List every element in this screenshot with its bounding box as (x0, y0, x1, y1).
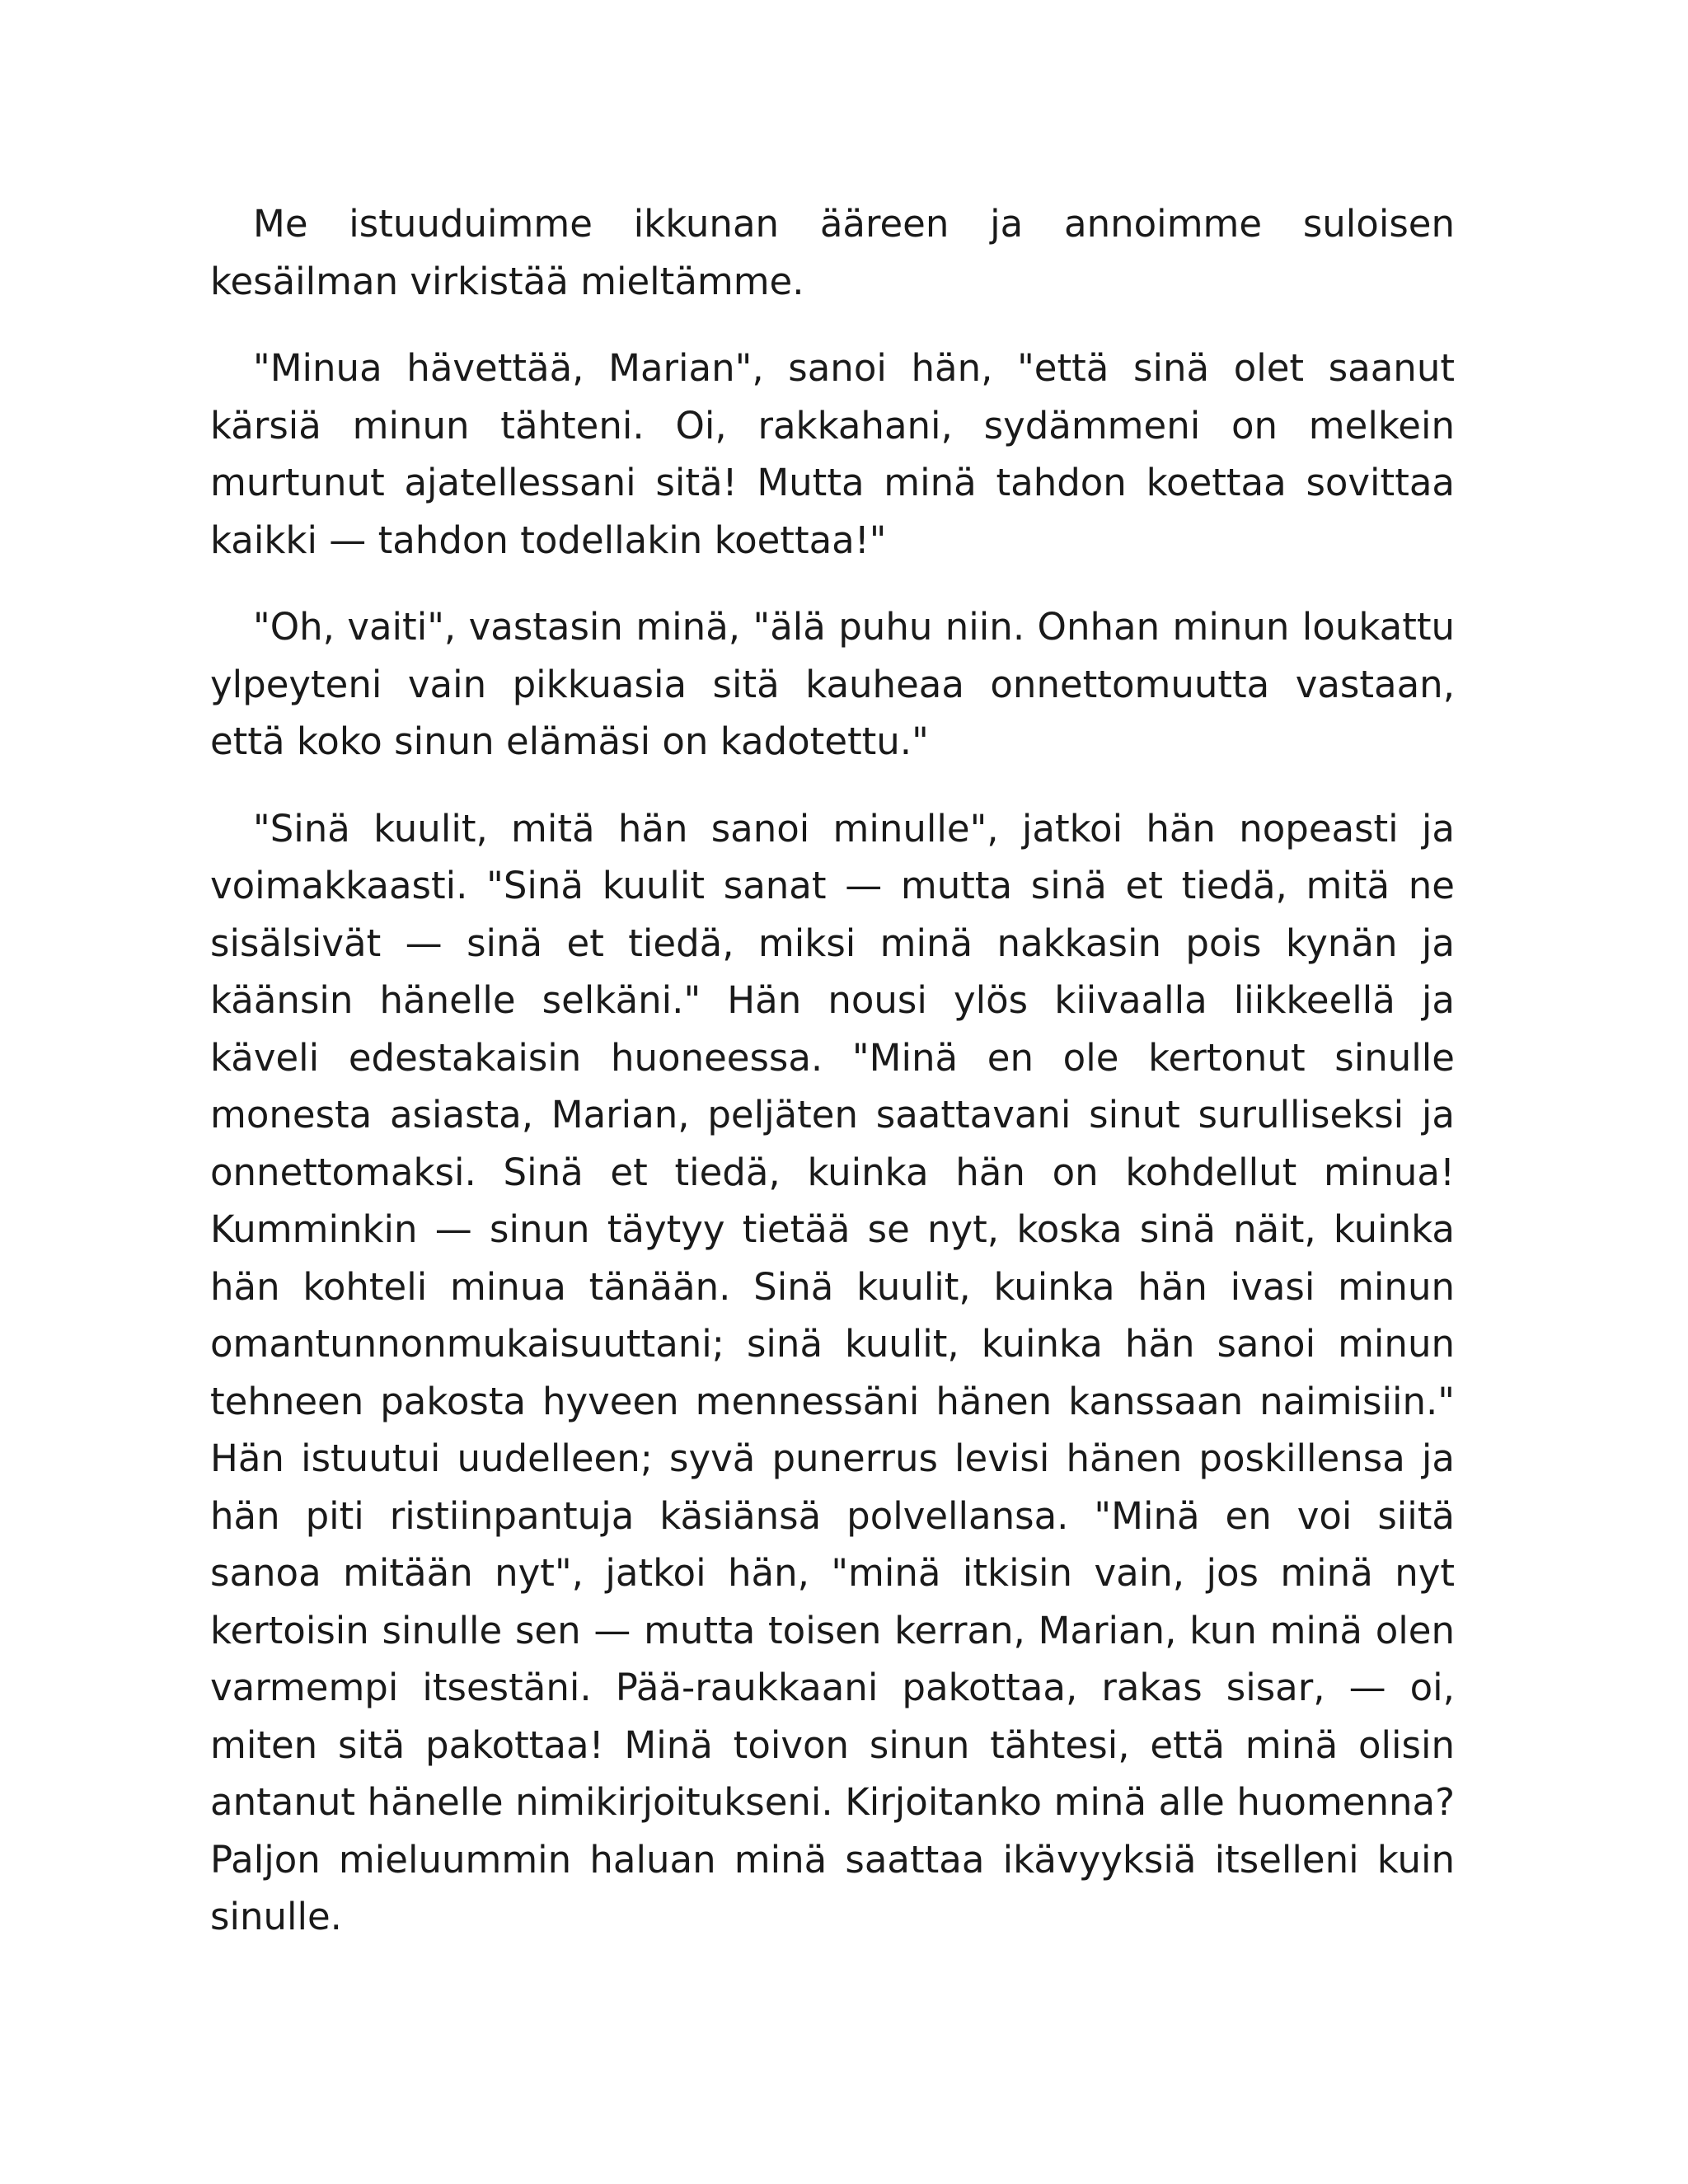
paragraph-3: "Oh, vaiti", vastasin minä, "älä puhu niin. Onhan minun loukattu ylpeyteni vain pikkuasia sitä kauheaa onnettomuutta vastaan, että koko sinun elämäsi on kadotettu." (210, 605, 1455, 763)
paragraph-2: "Minua hävettää, Marian", sanoi hän, "että sinä olet saanut kärsiä minun tähteni. Oi, rakkahani, sydämmeni on melkein murtunut ajatellessani sitä! Mutta minä tahdon koettaa sovittaa kaikki — tahdon todellakin koettaa!" (210, 346, 1455, 562)
document-page (210, 195, 1455, 1975)
paragraph-4: "Sinä kuulit, mitä hän sanoi minulle", jatkoi hän nopeasti ja voimakkaasti. "Sinä kuulit sanat — mutta sinä et tiedä, mitä ne sisälsivät — sinä et tiedä, miksi minä nakkasin pois kynän ja käänsin hänelle selkäni." Hän nousi ylös kiivaalla liikkeellä ja käveli edestakaisin huoneessa. "Minä en ole kertonut sinulle monesta asiasta, Marian, peljäten saattavani sinut surulliseksi ja onnettomaksi. Sinä et tiedä, kuinka hän on kohdellut minua! Kumminkin — sinun täytyy tietää se nyt, koska sinä näit, kuinka hän kohteli minua tänään. Sinä kuulit, kuinka hän ivasi minun omantunnonmukaisuuttani; sinä kuulit, kuinka hän sanoi minun tehneen pakosta hyveen mennessäni hänen kanssaan naimisiin." Hän istuutui uudelleen; syvä punerrus levisi hänen poskillensa ja hän piti ristiinpantuja käsiänsä polvellansa. "Minä en voi siitä sanoa mitään nyt", jatkoi hän, "minä itkisin vain, jos minä nyt kertoisin sinulle sen — mutta toisen kerran, Marian, kun minä olen varmempi itsestäni. Pää-raukkaani pakottaa, rakas sisar, — oi, miten sitä pakottaa! Minä toivon sinun tähtesi, että minä olisin antanut hänelle nimikirjoitukseni. Kirjoitanko minä alle huomenna? Paljon mieluummin haluan minä saattaa ikävyyksiä itselleni kuin sinulle. (210, 806, 1455, 1938)
paragraph-1: Me istuuduimme ikkunan ääreen ja annoimme suloisen kesäilman virkistää mieltämme. (210, 202, 1455, 303)
